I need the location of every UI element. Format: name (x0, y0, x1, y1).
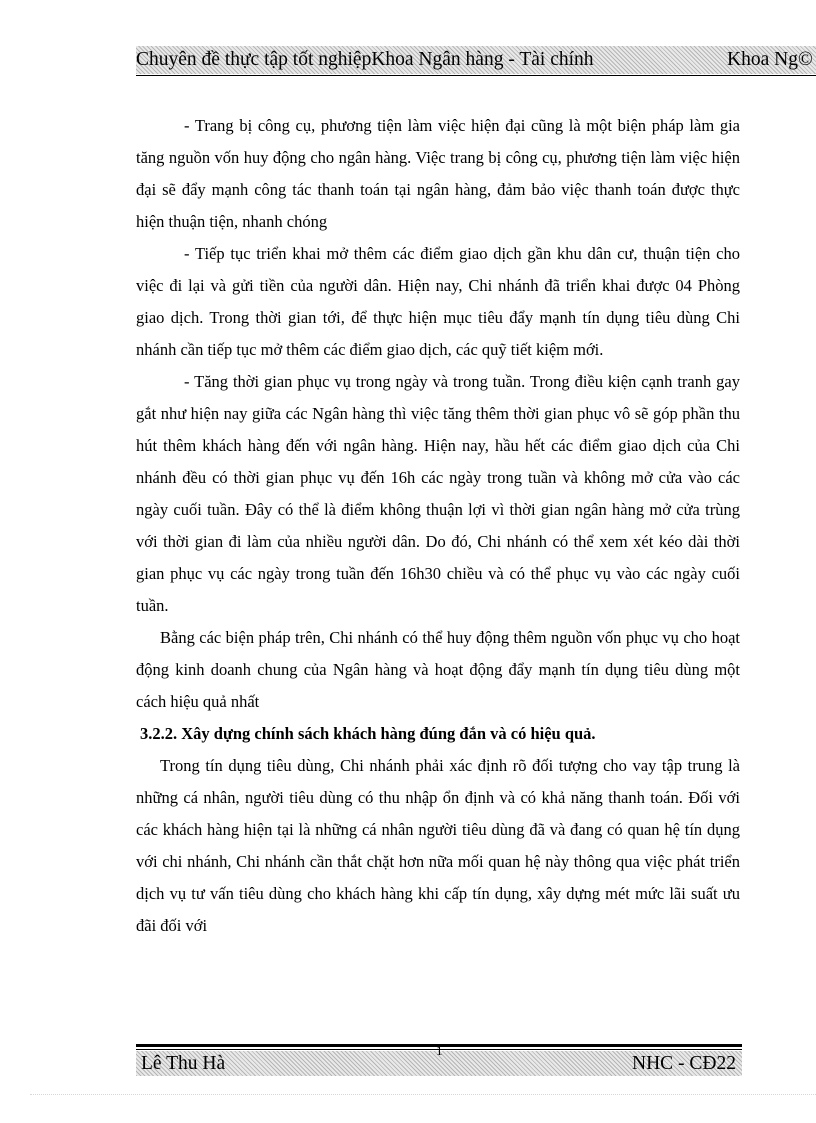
footer-class-code: NHC - CĐ22 (631, 1053, 736, 1074)
header-rule (136, 75, 816, 76)
document-body (136, 110, 740, 942)
paragraph-customer-policy: Trong tín dụng tiêu dùng, Chi nhánh phải xác định rõ đối tượng cho vay tập trung là những cá nhân, người tiêu dùng có thu nhập ổn định và có khả năng thanh toán. Đối với các khách hàng hiện tại là những cá nhân người tiêu dùng đã và đang có quan hệ tín dụng với chi nhánh, Chi nhánh cần thắt chặt hơn nữa mối quan hệ này thông qua việc phát triển dịch vụ tư vấn tiêu dùng cho khách hàng khi cấp tín dụng, xây dựng mét mức lãi suất ưu đãi đối với (136, 756, 740, 935)
page-header (136, 46, 816, 74)
paragraph-equipment: - Trang bị công cụ, phương tiện làm việc hiện đại cũng là một biện pháp làm gia tăng nguồn vốn huy động cho ngân hàng. Việc trang bị công cụ, phương tiện làm việc hiện đại sẽ đẩy mạnh công tác thanh toán tại ngân hàng, đảm bảo việc thanh toán được thực hiện thuận tiện, nhanh chóng (136, 116, 740, 231)
section-heading: 3.2.2. Xây dựng chính sách khách hàng đúng đắn và có hiệu quả. (140, 724, 596, 743)
footer-author: Lê Thu Hà (141, 1053, 226, 1074)
page-number: 1 (436, 1043, 443, 1058)
header-title: Chuyên đề thực tập tốt nghiệpKhoa Ngân hàng - Tài chính (136, 49, 594, 70)
header-right-text: Khoa Ng© (727, 49, 813, 70)
paragraph-transaction-points: - Tiếp tục triển khai mở thêm các điểm giao dịch gần khu dân cư, thuận tiện cho việc đi lại và gửi tiền của người dân. Hiện nay, Chi nhánh đã triển khai được 04 Phòng giao dịch. Trong thời gian tới, để thực hiện mục tiêu đẩy mạnh tín dụng tiêu dùng Chi nhánh cần tiếp tục mở thêm các điểm giao dịch, các quỹ tiết kiệm mới. (136, 244, 740, 359)
paragraph-service-hours: - Tăng thời gian phục vụ trong ngày và trong tuần. Trong điều kiện cạnh tranh gay gắt như hiện nay giữa các Ngân hàng thì việc tăng thêm thời gian phục vô sẽ góp phần thu hút thêm khách hàng đến với ngân hàng. Hiện nay, hầu hết các điểm giao dịch của Chi nhánh đều có thời gian phục vụ đến 16h các ngày trong tuần và không mở cửa vào các ngày cuối tuần. Đây có thể là điểm không thuận lợi vì thời gian ngân hàng mở cửa trùng với thời gian đi làm của nhiều người dân. Do đó, Chi nhánh có thể xem xét kéo dài thời gian phục vụ các ngày trong tuần đến 16h30 chiều và có thể phục vụ vào các ngày cuối tuần. (136, 372, 740, 615)
paragraph-summary: Bằng các biện pháp trên, Chi nhánh có thể huy động thêm nguồn vốn phục vụ cho hoạt động kinh doanh chung của Ngân hàng và hoạt động đẩy mạnh tín dụng tiêu dùng một cách hiệu quả nhất (136, 628, 740, 711)
page-bottom-dotted-line (30, 1094, 816, 1095)
